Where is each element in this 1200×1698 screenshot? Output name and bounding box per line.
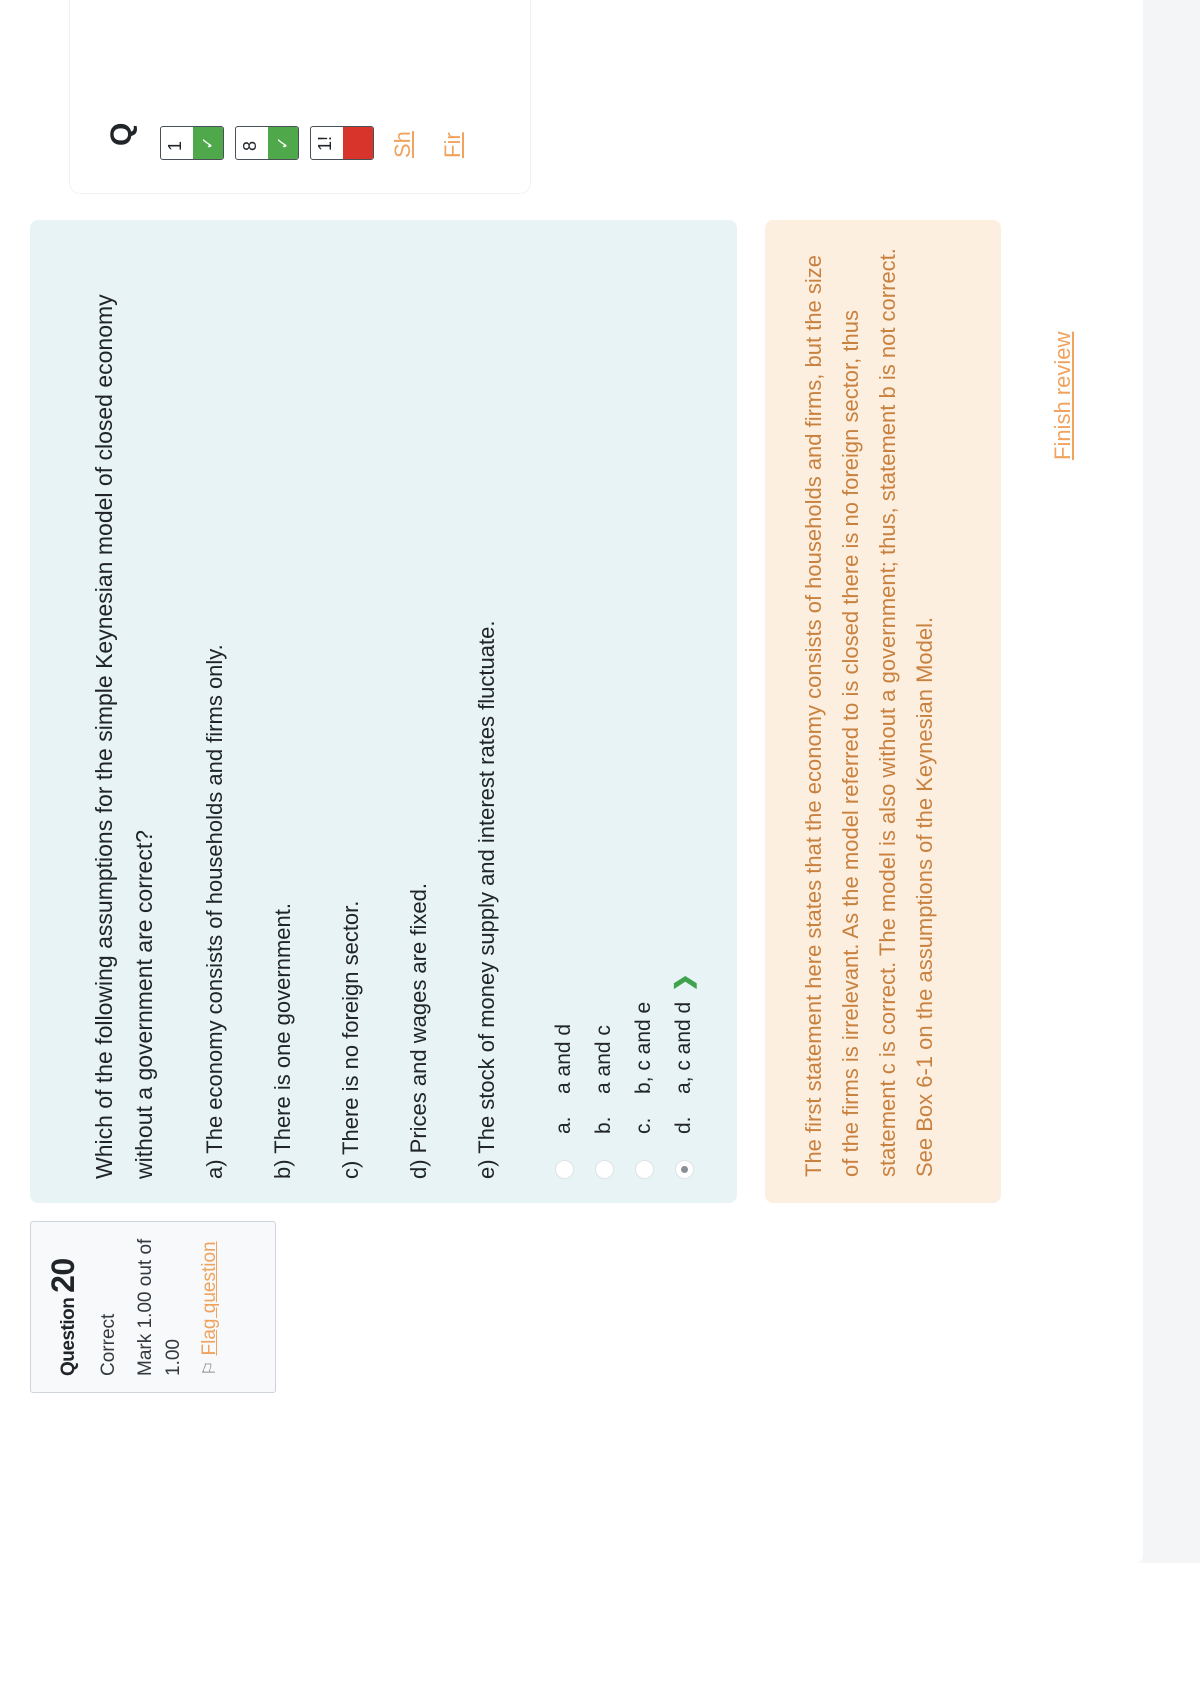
answer-text: a, c and d — [672, 1001, 695, 1094]
radio-selected-dot — [681, 1166, 688, 1173]
question-label: Question — [58, 1297, 79, 1376]
flag-icon: ⚐ — [200, 1360, 219, 1376]
answer-letter: c. — [632, 1117, 655, 1134]
statement-e: e) The stock of money supply and interest rates fluctuate. — [474, 620, 499, 1179]
nav-button-label: 1 — [165, 140, 185, 151]
finish-review-link[interactable]: Finish review — [1050, 331, 1075, 460]
answer-letter: b. — [592, 1116, 615, 1134]
check-icon: ✓ — [268, 127, 299, 159]
flag-question-link[interactable]: Flag question — [199, 1241, 220, 1356]
statement-b: b) There is one government. — [270, 903, 295, 1179]
question-grade: Mark 1.00 out of 1.00 — [135, 1238, 184, 1376]
answer-options — [544, 244, 704, 1179]
answer-option-d[interactable] — [664, 244, 704, 1179]
statement-c: c) There is no foreign sector. — [338, 900, 363, 1179]
nav-button-15[interactable] — [310, 126, 374, 160]
radio-d[interactable] — [675, 1160, 694, 1179]
show-one-page-link[interactable]: Sh — [390, 131, 415, 158]
nav-button-label: 8 — [240, 140, 260, 151]
question-state: Correct — [98, 1313, 119, 1376]
check-icon: ❯ — [671, 973, 696, 992]
question-prompt: Which of the following assumptions for the simple Keynesian model of closed economy without a government are correct? — [91, 294, 157, 1179]
nav-button-label: 1! — [315, 135, 335, 151]
question-text-box — [30, 220, 737, 1203]
right-edge-strip — [1143, 0, 1200, 1563]
incorrect-marker — [343, 127, 374, 159]
answer-letter: a. — [552, 1116, 575, 1134]
question-number — [45, 1238, 82, 1376]
general-feedback: The first statement here states that the economy consists of households and firms, but the size of the firms is irrelevant. As the model referred to is closed there is no foreign sector, thus statement c is correct. The model is also without a government; thus, statement b is not correct. See Box 6-1 on the assumptions of the Keynesian Model. — [765, 220, 1001, 1203]
question-number-value: 20 — [45, 1258, 81, 1293]
check-icon: ✓ — [193, 127, 224, 159]
quiz-navigation-title: Q — [105, 122, 138, 146]
answer-letter: d. — [672, 1116, 695, 1134]
finish-review-nav-link[interactable]: Fir — [440, 132, 465, 158]
answer-option-b[interactable] — [584, 244, 624, 1179]
answer-text: b, c and e — [632, 1001, 655, 1094]
radio-b[interactable] — [595, 1160, 614, 1179]
quiz-navigation — [70, 0, 530, 193]
flag-question[interactable] — [196, 1238, 224, 1376]
question-info — [30, 1221, 276, 1393]
radio-c[interactable] — [635, 1160, 654, 1179]
answer-text: a and d — [552, 1023, 575, 1094]
answer-option-a[interactable] — [544, 244, 584, 1179]
radio-a[interactable] — [555, 1160, 574, 1179]
statement-a: a) The economy consists of households and firms only. — [202, 644, 227, 1179]
answer-option-c[interactable] — [624, 244, 664, 1179]
nav-button-8[interactable] — [235, 126, 299, 160]
answer-text: a and c — [592, 1025, 615, 1094]
nav-button-1[interactable] — [160, 126, 224, 160]
statement-d: d) Prices and wages are fixed. — [406, 883, 431, 1179]
